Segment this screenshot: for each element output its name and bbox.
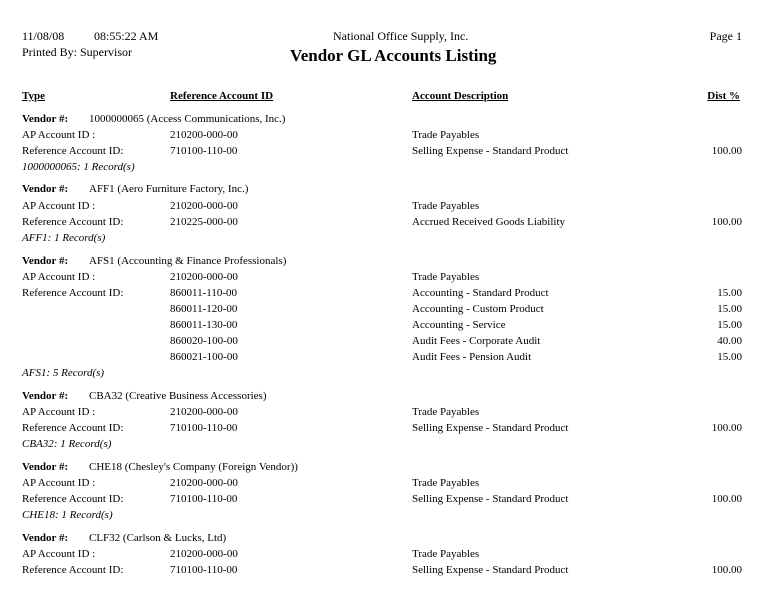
dist-percent: 100.00	[711, 145, 742, 157]
reference-account-id: 860011-110-00	[170, 287, 238, 299]
report-title: Vendor GL Accounts Listing	[290, 46, 497, 65]
printed-by: Printed By: Supervisor	[22, 45, 132, 59]
dist-percent: 15.00	[717, 351, 742, 363]
vendor-label: Vendor #:	[22, 255, 69, 267]
dist-percent: 100.00	[711, 493, 742, 505]
dist-percent: 15.00	[717, 303, 742, 315]
dist-percent: 15.00	[717, 287, 742, 299]
reference-account-description: Selling Expense - Standard Product	[412, 564, 569, 576]
vendor-label: Vendor #:	[22, 461, 69, 473]
ap-account-label: AP Account ID :	[22, 200, 96, 212]
ap-account-id: 210200-000-00	[170, 271, 238, 283]
reference-account-label: Reference Account ID:	[22, 145, 124, 157]
ap-account-description: Trade Payables	[412, 548, 480, 560]
ap-account-label: AP Account ID :	[22, 129, 96, 141]
report-date: 11/08/08	[22, 29, 65, 43]
column-header-reference-account: Reference Account ID	[170, 90, 274, 102]
dist-percent: 15.00	[717, 319, 742, 331]
dist-percent: 100.00	[711, 564, 742, 576]
reference-account-description: Selling Expense - Standard Product	[412, 422, 569, 434]
dist-percent: 100.00	[711, 216, 742, 228]
record-count: CHE18: 1 Record(s)	[22, 509, 113, 521]
vendor-label: Vendor #:	[22, 532, 69, 544]
ap-account-description: Trade Payables	[412, 200, 480, 212]
vendor-name: AFS1 (Accounting & Finance Professionals)	[89, 255, 287, 267]
reference-account-id: 860011-120-00	[170, 303, 238, 315]
ap-account-id: 210200-000-00	[170, 129, 238, 141]
vendor-label: Vendor #:	[22, 113, 69, 125]
column-header-type: Type	[22, 90, 46, 102]
column-header-account-description: Account Description	[412, 90, 509, 102]
ap-account-description: Trade Payables	[412, 477, 480, 489]
reference-account-id: 710100-110-00	[170, 564, 238, 576]
vendor-label: Vendor #:	[22, 183, 69, 195]
reference-account-description: Audit Fees - Corporate Audit	[412, 335, 541, 347]
vendor-name: CLF32 (Carlson & Lucks, Ltd)	[89, 532, 227, 544]
reference-account-description: Accounting - Custom Product	[412, 303, 544, 315]
reference-account-label: Reference Account ID:	[22, 422, 124, 434]
vendor-name: CBA32 (Creative Business Accessories)	[89, 390, 267, 402]
ap-account-label: AP Account ID :	[22, 548, 96, 560]
ap-account-label: AP Account ID :	[22, 477, 96, 489]
ap-account-id: 210200-000-00	[170, 477, 238, 489]
record-count: 1000000065: 1 Record(s)	[22, 161, 135, 173]
reference-account-description: Accounting - Service	[412, 319, 506, 331]
ap-account-description: Trade Payables	[412, 406, 480, 418]
reference-account-description: Selling Expense - Standard Product	[412, 493, 569, 505]
ap-account-description: Trade Payables	[412, 271, 480, 283]
ap-account-label: AP Account ID :	[22, 406, 96, 418]
ap-account-id: 210200-000-00	[170, 548, 238, 560]
vendor-name: 1000000065 (Access Communications, Inc.)	[89, 113, 286, 125]
reference-account-description: Accrued Received Goods Liability	[412, 216, 566, 228]
ap-account-id: 210200-000-00	[170, 406, 238, 418]
ap-account-label: AP Account ID :	[22, 271, 96, 283]
vendor-name: CHE18 (Chesley's Company (Foreign Vendor))	[89, 461, 298, 473]
reference-account-id: 860020-100-00	[170, 335, 238, 347]
reference-account-id: 710100-110-00	[170, 422, 238, 434]
ap-account-description: Trade Payables	[412, 129, 480, 141]
record-count: AFF1: 1 Record(s)	[22, 232, 106, 244]
dist-percent: 100.00	[711, 422, 742, 434]
reference-account-id: 860021-100-00	[170, 351, 238, 363]
column-header-dist-percent: Dist %	[707, 90, 740, 102]
reference-account-description: Accounting - Standard Product	[412, 287, 549, 299]
reference-account-id: 210225-000-00	[170, 216, 238, 228]
reference-account-label: Reference Account ID:	[22, 564, 124, 576]
reference-account-id: 860011-130-00	[170, 319, 238, 331]
record-count: AFS1: 5 Record(s)	[22, 367, 105, 379]
report-time: 08:55:22 AM	[94, 29, 159, 43]
page-number: Page 1	[709, 29, 742, 43]
reference-account-description: Audit Fees - Pension Audit	[412, 351, 532, 363]
reference-account-label: Reference Account ID:	[22, 287, 124, 299]
record-count: CBA32: 1 Record(s)	[22, 438, 112, 450]
reference-account-label: Reference Account ID:	[22, 216, 124, 228]
vendor-name: AFF1 (Aero Furniture Factory, Inc.)	[89, 183, 249, 195]
reference-account-label: Reference Account ID:	[22, 493, 124, 505]
reference-account-id: 710100-110-00	[170, 145, 238, 157]
vendor-label: Vendor #:	[22, 390, 69, 402]
company-name: National Office Supply, Inc.	[333, 29, 469, 43]
reference-account-description: Selling Expense - Standard Product	[412, 145, 569, 157]
dist-percent: 40.00	[717, 335, 742, 347]
reference-account-id: 710100-110-00	[170, 493, 238, 505]
ap-account-id: 210200-000-00	[170, 200, 238, 212]
